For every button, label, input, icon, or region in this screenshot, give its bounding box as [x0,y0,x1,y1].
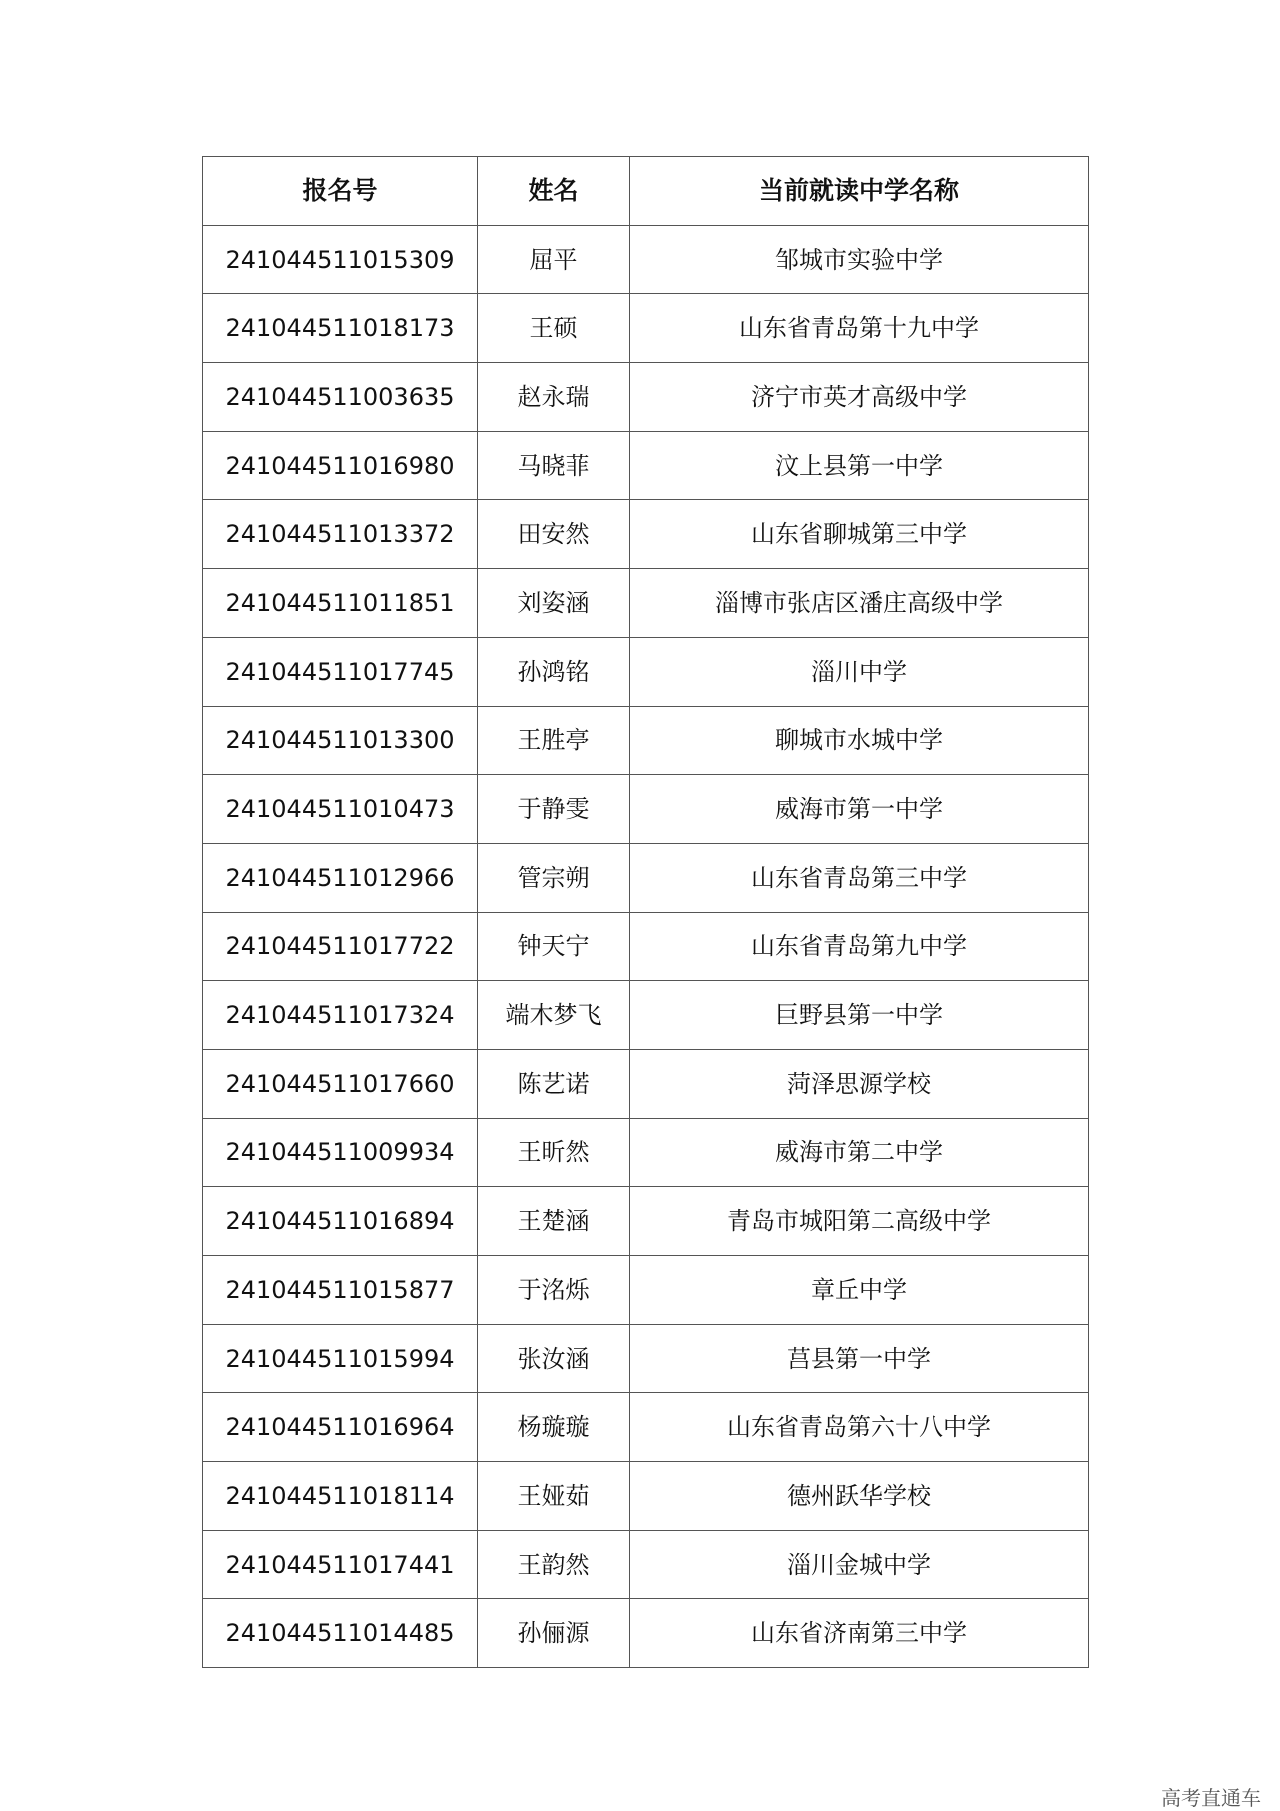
cell-school: 淄博市张店区潘庄高级中学 [630,569,1089,638]
cell-registration-number: 241044511010473 [203,775,478,844]
table-row [203,1118,1089,1187]
cell-name: 于洺烁 [478,1256,630,1325]
watermark-text: 高考直通车 [1161,1786,1261,1810]
cell-name: 刘姿涵 [478,569,630,638]
table-row [203,363,1089,432]
table-row [203,1324,1089,1393]
table-header [203,157,1089,226]
cell-school: 淄川金城中学 [630,1530,1089,1599]
table-row [203,294,1089,363]
cell-name: 马晓菲 [478,431,630,500]
table-row [203,981,1089,1050]
cell-registration-number: 241044511016964 [203,1393,478,1462]
cell-school: 菏泽思源学校 [630,1049,1089,1118]
cell-registration-number: 241044511018173 [203,294,478,363]
cell-name: 端木梦飞 [478,981,630,1050]
cell-name: 田安然 [478,500,630,569]
cell-school: 威海市第一中学 [630,775,1089,844]
table-row [203,1530,1089,1599]
header-school: 当前就读中学名称 [630,157,1089,226]
cell-registration-number: 241044511003635 [203,363,478,432]
student-table [202,156,1089,1668]
table-row [203,1393,1089,1462]
cell-school: 济宁市英才高级中学 [630,363,1089,432]
table-row [203,1256,1089,1325]
cell-registration-number: 241044511009934 [203,1118,478,1187]
table-row [203,431,1089,500]
cell-name: 王楚涵 [478,1187,630,1256]
table-body [203,225,1089,1667]
cell-school: 汶上县第一中学 [630,431,1089,500]
cell-name: 王胜亭 [478,706,630,775]
cell-registration-number: 241044511015994 [203,1324,478,1393]
cell-name: 陈艺诺 [478,1049,630,1118]
cell-school: 莒县第一中学 [630,1324,1089,1393]
cell-school: 淄川中学 [630,637,1089,706]
cell-school: 巨野县第一中学 [630,981,1089,1050]
header-registration-number: 报名号 [203,157,478,226]
table-row [203,569,1089,638]
cell-name: 孙俪源 [478,1599,630,1668]
cell-school: 青岛市城阳第二高级中学 [630,1187,1089,1256]
cell-school: 山东省青岛第九中学 [630,912,1089,981]
cell-registration-number: 241044511017660 [203,1049,478,1118]
cell-registration-number: 241044511012966 [203,843,478,912]
cell-school: 山东省济南第三中学 [630,1599,1089,1668]
table-row [203,500,1089,569]
cell-registration-number: 241044511011851 [203,569,478,638]
cell-registration-number: 241044511017324 [203,981,478,1050]
cell-registration-number: 241044511016980 [203,431,478,500]
cell-registration-number: 241044511015877 [203,1256,478,1325]
cell-name: 王娅茹 [478,1462,630,1531]
cell-name: 赵永瑞 [478,363,630,432]
cell-name: 管宗朔 [478,843,630,912]
table-row [203,843,1089,912]
cell-registration-number: 241044511018114 [203,1462,478,1531]
cell-registration-number: 241044511017745 [203,637,478,706]
cell-registration-number: 241044511013372 [203,500,478,569]
cell-school: 聊城市水城中学 [630,706,1089,775]
cell-name: 杨璇璇 [478,1393,630,1462]
header-name: 姓名 [478,157,630,226]
table-row [203,1462,1089,1531]
cell-name: 王昕然 [478,1118,630,1187]
cell-registration-number: 241044511017722 [203,912,478,981]
table-row [203,1599,1089,1668]
table-row [203,1187,1089,1256]
cell-registration-number: 241044511016894 [203,1187,478,1256]
cell-name: 屈平 [478,225,630,294]
cell-school: 山东省青岛第三中学 [630,843,1089,912]
cell-registration-number: 241044511017441 [203,1530,478,1599]
table-row [203,775,1089,844]
cell-name: 张汝涵 [478,1324,630,1393]
cell-name: 于静雯 [478,775,630,844]
table-row [203,912,1089,981]
cell-school: 邹城市实验中学 [630,225,1089,294]
table-row [203,706,1089,775]
cell-name: 王硕 [478,294,630,363]
cell-school: 章丘中学 [630,1256,1089,1325]
cell-school: 威海市第二中学 [630,1118,1089,1187]
cell-school: 山东省青岛第六十八中学 [630,1393,1089,1462]
cell-registration-number: 241044511014485 [203,1599,478,1668]
cell-school: 山东省青岛第十九中学 [630,294,1089,363]
header-row [203,157,1089,226]
cell-school: 德州跃华学校 [630,1462,1089,1531]
cell-registration-number: 241044511013300 [203,706,478,775]
table-row [203,1049,1089,1118]
cell-name: 孙鸿铭 [478,637,630,706]
cell-school: 山东省聊城第三中学 [630,500,1089,569]
cell-name: 钟天宁 [478,912,630,981]
table-row [203,225,1089,294]
table-row [203,637,1089,706]
cell-registration-number: 241044511015309 [203,225,478,294]
cell-name: 王韵然 [478,1530,630,1599]
